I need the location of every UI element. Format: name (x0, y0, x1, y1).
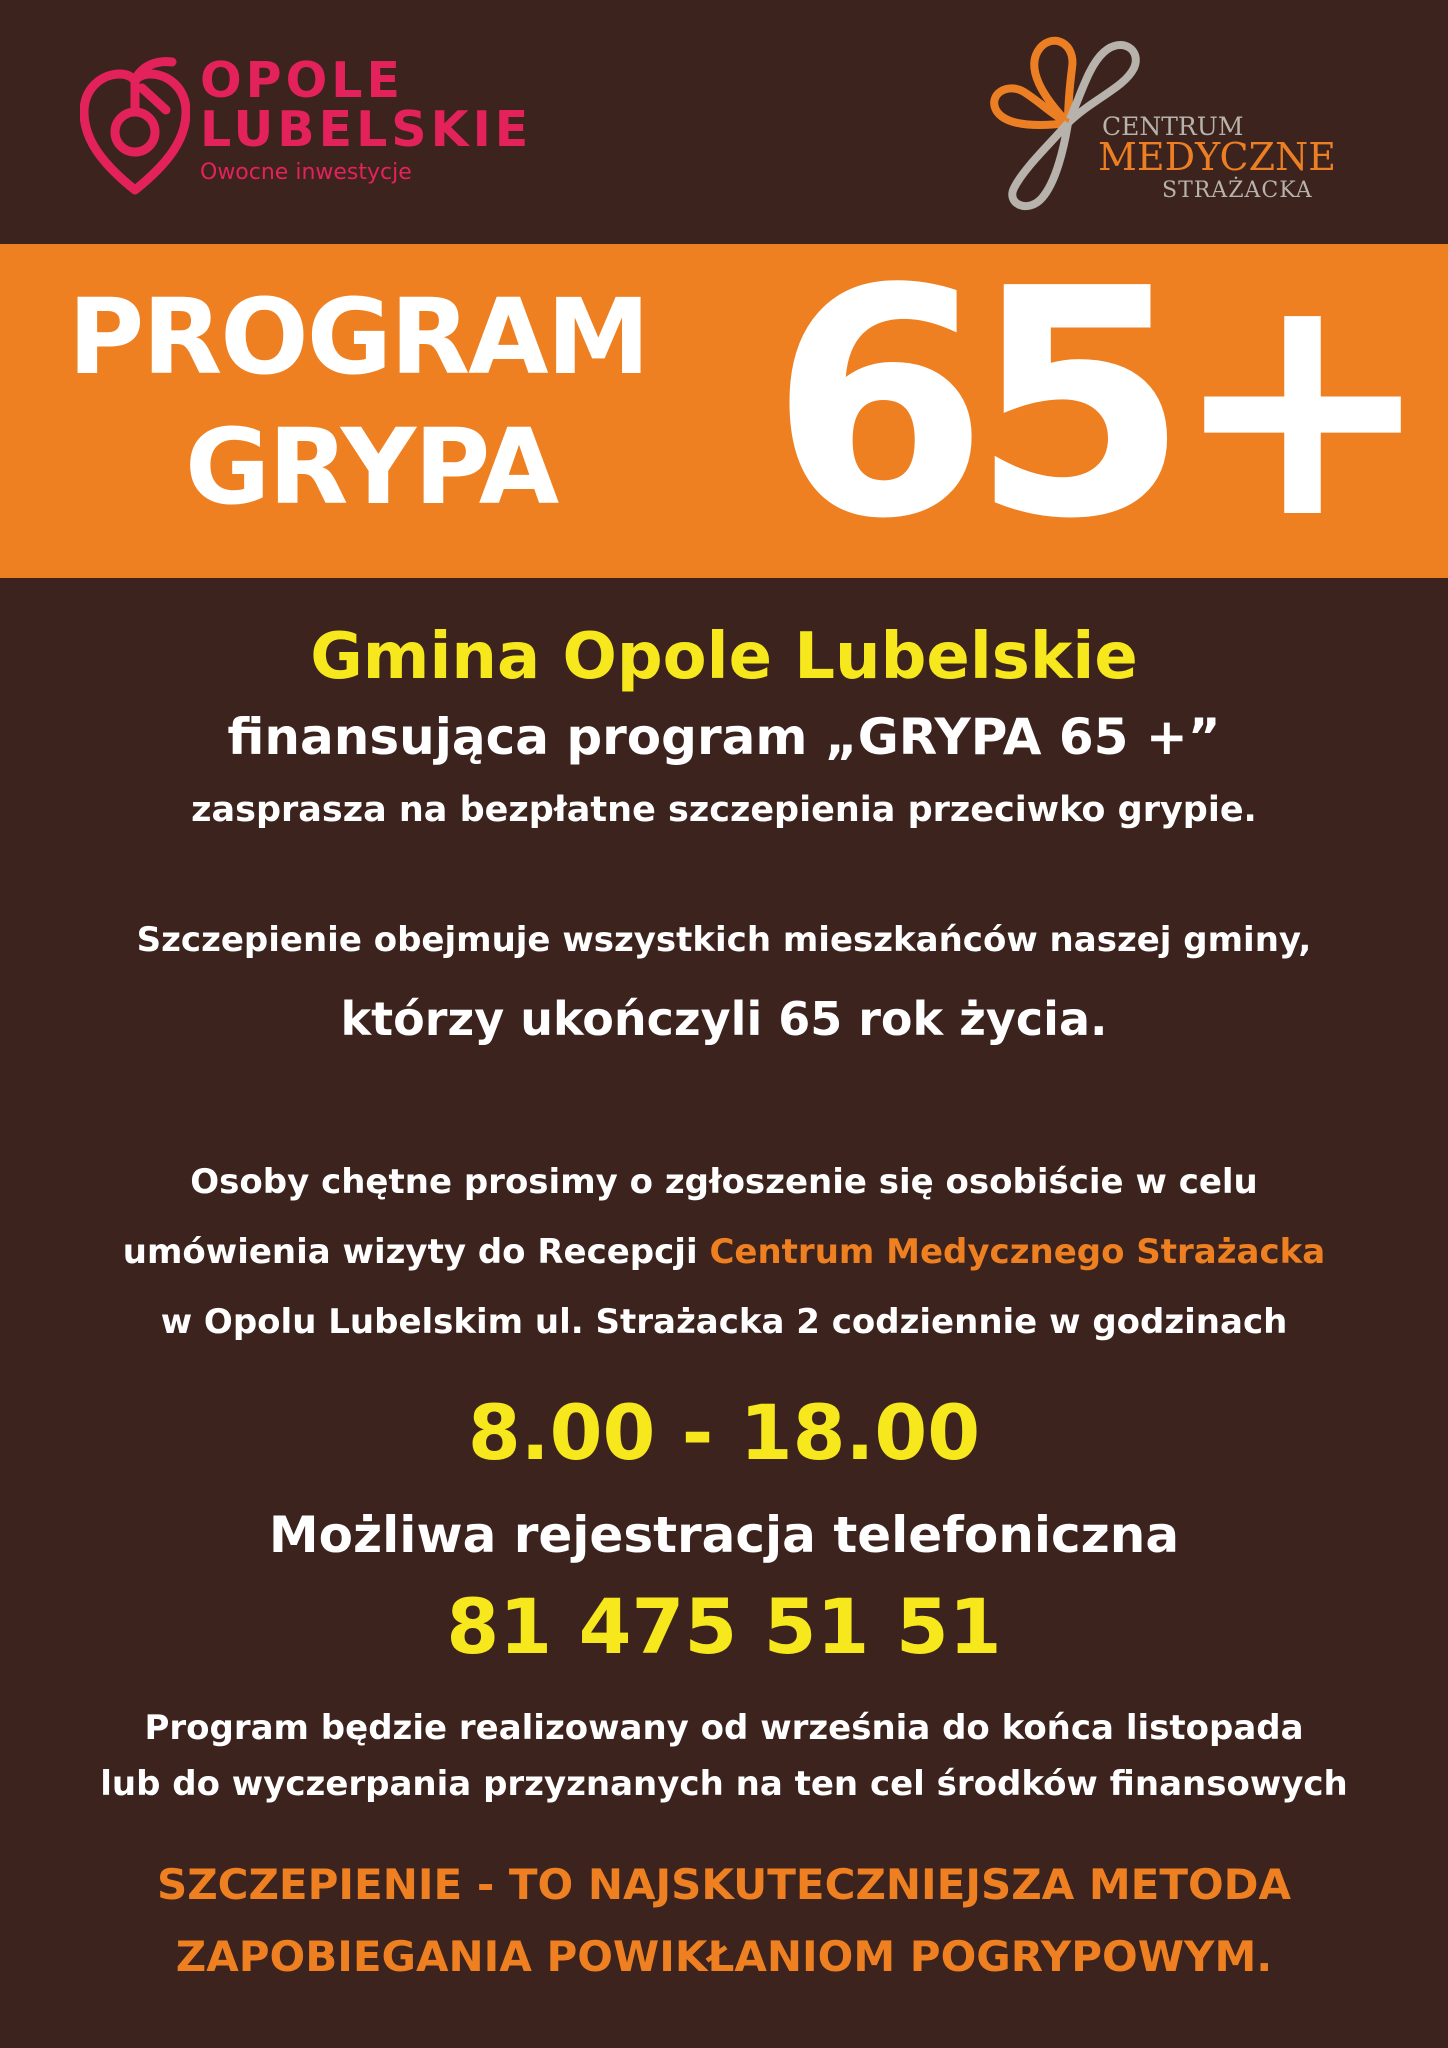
banner-program: PROGRAM (68, 276, 649, 398)
scope-line1: Szczepienie obejmuje wszystkich mieszkańców naszej gminy, (136, 920, 1312, 960)
logo-strazacka: STRAŻACKA (1162, 178, 1313, 203)
banner-65-plus: 65+ (770, 223, 1417, 588)
slogan-line1: SZCZEPIENIE - TO NAJSKUTECZNIEJSZA METODA (156, 1860, 1292, 1909)
phone-number: 81 475 51 51 (446, 1582, 1002, 1671)
logo-tagline: Owocne inwestycje (200, 160, 412, 185)
slogan-line2: ZAPOBIEGANIA POWIKŁANIOM POGRYPOWYM. (175, 1932, 1273, 1981)
clinic-name: Centrum Medycznego Strażacka (709, 1232, 1326, 1272)
scope-line2: którzy ukończyli 65 rok życia. (340, 992, 1108, 1046)
opole-lubelskie-logo (80, 52, 533, 202)
opening-hours: 8.00 - 18.00 (467, 1388, 981, 1477)
period-line2: lub do wyczerpania przyznanych na ten cel środków finansowych (100, 1764, 1348, 1804)
logo-medyczne: MEDYCZNE (1098, 135, 1337, 179)
phone-registration-label: Możliwa rejestracja telefoniczna (268, 1506, 1180, 1564)
request-line2-text: umówienia wizyty do Recepcji (122, 1232, 710, 1272)
logo-centrum: CENTRUM (1102, 112, 1244, 141)
period-line1: Program będzie realizowany od września do końca listopada (144, 1708, 1304, 1748)
banner-grypa: GRYPA (185, 406, 558, 528)
centrum-medyczne-logo (984, 28, 1384, 218)
logo-name-line2: LUBELSKIE (200, 101, 533, 158)
subtitle: finansująca program „GRYPA 65 +” (227, 708, 1221, 766)
title: Gmina Opole Lubelskie (310, 620, 1138, 694)
program-banner (0, 223, 1448, 588)
request-line3: w Opolu Lubelskim ul. Strażacka 2 codziennie w godzinach (160, 1302, 1288, 1342)
apple-heart-icon (80, 52, 190, 202)
invite-text: zasprasza na bezpłatne szczepienia przeciwko grypie. (191, 790, 1257, 830)
logo-name-line1: OPOLE (200, 52, 404, 109)
request-line1: Osoby chętne prosimy o zgłoszenie się osobiście w celu (190, 1162, 1258, 1202)
request-line2 (0, 1232, 1448, 1272)
